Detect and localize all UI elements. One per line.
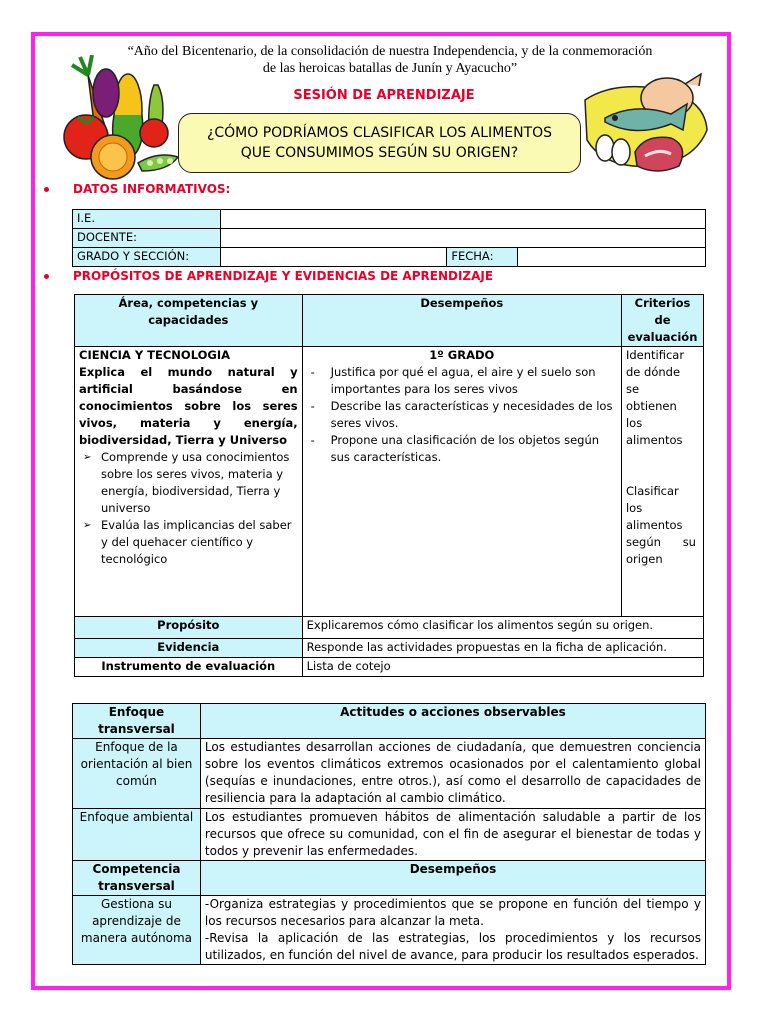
question-box [178, 113, 581, 173]
header-criterios: Criterios de evaluación [621, 295, 703, 347]
grado-label: GRADO Y SECCIÓN: [73, 248, 221, 267]
capacidades-list [79, 449, 298, 568]
instrumento-label: Instrumento de evaluación [75, 658, 303, 677]
desempenos-cell [302, 347, 621, 617]
capacidad-item: ➢ Evalúa las implicancias del saber y del quehacer científico y tecnológico [101, 517, 298, 568]
grado-label: 1º GRADO [429, 348, 495, 362]
header-desempenos: Desempeños [302, 295, 621, 347]
actitud-ambiental: Los estudiantes promueven hábitos de alimentación saludable a partir de los recursos que ofrece su comunidad, con el fin de asegurar el bienestar de todas y todos y prevenir las enfermedades. [200, 809, 705, 861]
evidencia-text: Responde las actividades propuestas en la ficha de aplicación. [302, 639, 703, 658]
header-competencia: Competencia transversal [73, 861, 201, 896]
docente-field[interactable] [220, 229, 705, 248]
datos-table [72, 209, 706, 267]
grado-field[interactable] [220, 248, 447, 267]
datos-heading-text: DATOS INFORMATIVOS: [73, 182, 231, 196]
fecha-label: FECHA: [447, 248, 518, 267]
header-desempenos-2: Desempeños [200, 861, 705, 896]
propositos-heading [44, 269, 493, 283]
fecha-field[interactable] [518, 248, 706, 267]
desempeno-transversal-1: -Organiza estrategias y procedimientos que se propone en función del tiempo y los recursos necesarios para alcanzar la meta. [204, 897, 701, 928]
instrumento-text: Lista de cotejo [302, 658, 703, 677]
capacidad-item: ➢ Comprende y usa conocimientos sobre los seres vivos, materia y energía, biodiversidad, Tierra y universo [101, 449, 298, 517]
evidencia-label: Evidencia [75, 639, 303, 658]
desempeno-item: - Describe las características y necesidades de los seres vivos. [331, 398, 617, 432]
vegetables-fruits-illustration [58, 55, 190, 183]
enfoque-bien-comun: Enfoque de la orientación al bien común [73, 739, 201, 809]
question-line-1: ¿CÓMO PODRÍAMOS CLASIFICAR LOS ALIMENTOS [206, 125, 553, 141]
propositos-table [74, 294, 704, 677]
proposito-text: Explicaremos cómo clasificar los alimentos según su origen. [302, 617, 703, 639]
motto-line-1: “Año del Bicentenario, de la consolidación de nuestra Independencia, y de la conmemoración [127, 44, 653, 59]
criterio-1: Identificar de dónde se obtienen los alimentos [625, 348, 685, 447]
header-actitudes: Actitudes o acciones observables [200, 704, 705, 739]
ie-field[interactable] [220, 210, 705, 229]
desempeno-item: - Justifica por qué el agua, el aire y el suelo son importantes para los seres vivos [331, 364, 617, 398]
desempeno-transversal-2: -Revisa la aplicación de las estrategias, los procedimientos y los recursos utilizados, en función del nivel de avance, para producir los resultados esperados. [204, 931, 701, 962]
enfoques-table [72, 703, 706, 965]
proposito-label: Propósito [75, 617, 303, 639]
desempenos-transversal [200, 896, 705, 965]
criterio-2: Clasificar los alimentos según su origen [625, 484, 696, 566]
desempenos-list [307, 364, 617, 466]
question-line-2: QUE CONSUMIMOS SEGÚN SU ORIGEN? [240, 145, 519, 161]
desempeno-item: - Propone una clasificación de los objetos según sus características. [331, 432, 617, 466]
enfoque-ambiental: Enfoque ambiental [73, 809, 201, 861]
propositos-heading-text: PROPÓSITOS DE APRENDIZAJE Y EVIDENCIAS DE APRENDIZAJE [73, 269, 494, 283]
docente-label: DOCENTE: [73, 229, 221, 248]
competencia-text: Explica el mundo natural y artificial basándose en conocimientos sobre los seres vivos, materia y energía, biodiversidad, Tierra y Universo [79, 365, 298, 447]
header-enfoque: Enfoque transversal [73, 704, 201, 739]
competencia-transversal: Gestiona su aprendizaje de manera autónoma [73, 896, 201, 965]
area-cell [75, 347, 303, 617]
actitud-bien-comun: Los estudiantes desarrollan acciones de ciudadanía, que demuestren conciencia sobre los eventos climáticos extremos ocasionados por el calentamiento global (sequías e inundaciones, entre otros.), así como el desarrollo de capacidades de resiliencia para la adaptación al cambio climático. [200, 739, 705, 809]
meat-fish-eggs-illustration [575, 70, 715, 180]
motto-line-2: de las heroicas batallas de Junín y Ayacucho” [262, 61, 518, 76]
header-area: Área, competencias y capacidades [75, 295, 303, 347]
ie-label: I.E. [73, 210, 221, 229]
datos-heading [44, 182, 230, 196]
area-name: CIENCIA Y TECNOLOGIA [79, 348, 231, 362]
bullet-icon [44, 187, 49, 192]
session-title: SESIÓN DE APRENDIZAJE [293, 88, 475, 103]
criterios-cell [621, 347, 703, 617]
bullet-icon [44, 274, 49, 279]
